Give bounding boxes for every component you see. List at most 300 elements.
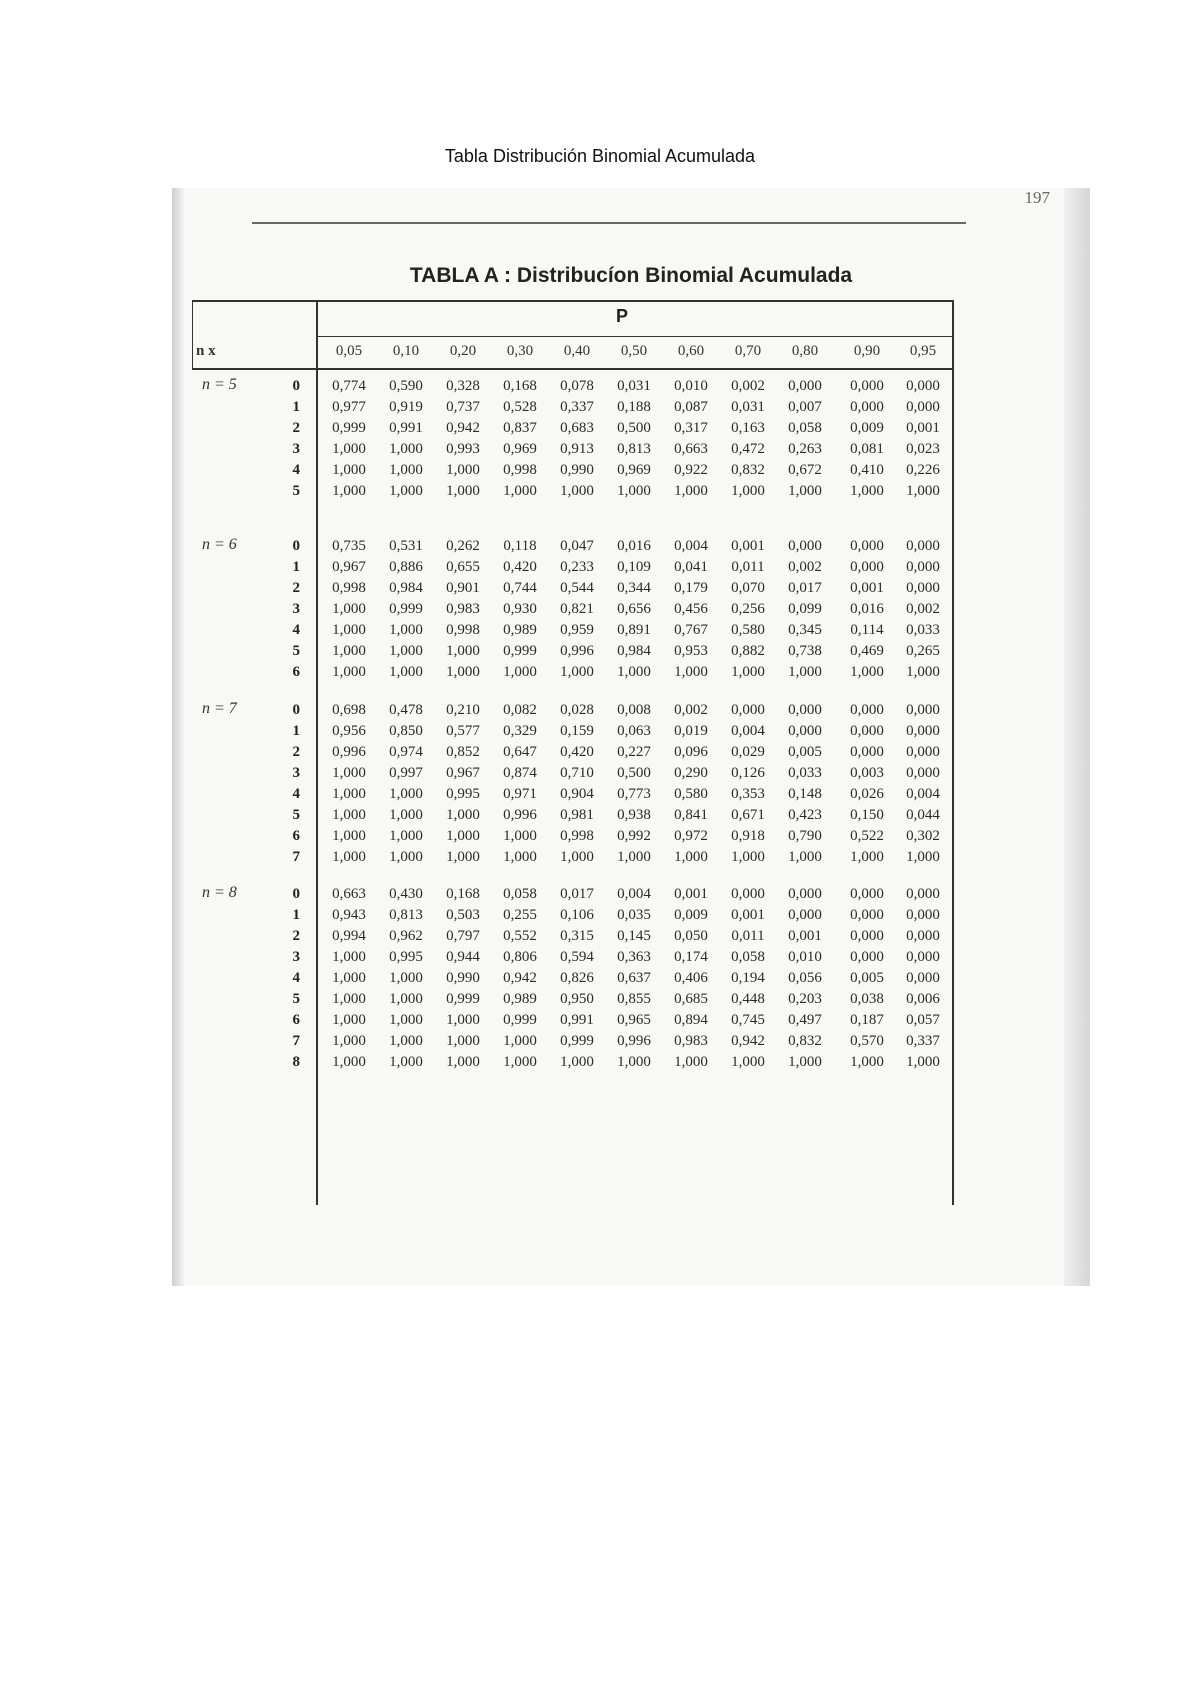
table-row bbox=[172, 1052, 1090, 1073]
probability-cell: 0,019 bbox=[674, 723, 708, 739]
probability-cell: 0,663 bbox=[674, 441, 708, 457]
probability-cell: 0,672 bbox=[788, 462, 822, 478]
probability-cell: 0,478 bbox=[389, 702, 423, 718]
table-group bbox=[172, 884, 1090, 1073]
probability-cell: 0,999 bbox=[503, 643, 537, 659]
probability-cell: 0,000 bbox=[850, 378, 884, 394]
probability-cell: 0,995 bbox=[389, 949, 423, 965]
probability-cell: 0,821 bbox=[560, 601, 594, 617]
probability-cell: 1,000 bbox=[446, 807, 480, 823]
probability-cell: 0,984 bbox=[617, 643, 651, 659]
x-value: 2 bbox=[292, 744, 300, 760]
probability-cell: 0,891 bbox=[617, 622, 651, 638]
x-value: 3 bbox=[292, 601, 300, 617]
x-value: 5 bbox=[292, 483, 300, 499]
probability-cell: 0,255 bbox=[503, 907, 537, 923]
probability-cell: 0,087 bbox=[674, 399, 708, 415]
table-row bbox=[172, 968, 1090, 989]
probability-cell: 0,041 bbox=[674, 559, 708, 575]
probability-cell: 0,000 bbox=[906, 723, 940, 739]
probability-cell: 0,003 bbox=[850, 765, 884, 781]
x-value: 2 bbox=[292, 420, 300, 436]
x-value: 6 bbox=[292, 1012, 300, 1028]
probability-cell: 1,000 bbox=[850, 664, 884, 680]
probability-cell: 1,000 bbox=[446, 828, 480, 844]
probability-cell: 0,033 bbox=[906, 622, 940, 638]
x-value: 1 bbox=[292, 907, 300, 923]
probability-cell: 1,000 bbox=[560, 849, 594, 865]
x-value: 1 bbox=[292, 559, 300, 575]
probability-cell: 0,570 bbox=[850, 1033, 884, 1049]
probability-cell: 0,974 bbox=[389, 744, 423, 760]
document-header: Tabla Distribución Binomial Acumulada bbox=[444, 146, 756, 166]
group-label: n = 5 bbox=[202, 376, 237, 393]
probability-cell: 0,737 bbox=[446, 399, 480, 415]
probability-cell: 1,000 bbox=[617, 664, 651, 680]
probability-cell: 1,000 bbox=[560, 483, 594, 499]
probability-cell: 0,210 bbox=[446, 702, 480, 718]
probability-cell: 0,841 bbox=[674, 807, 708, 823]
probability-cell: 0,265 bbox=[906, 643, 940, 659]
probability-cell: 0,999 bbox=[389, 601, 423, 617]
probability-cell: 0,004 bbox=[906, 786, 940, 802]
probability-cell: 0,500 bbox=[617, 420, 651, 436]
probability-cell: 1,000 bbox=[446, 462, 480, 478]
probability-cell: 1,000 bbox=[906, 483, 940, 499]
probability-cell: 0,000 bbox=[850, 538, 884, 554]
table-row bbox=[172, 599, 1090, 620]
probability-cell: 0,663 bbox=[332, 886, 366, 902]
probability-cell: 1,000 bbox=[389, 786, 423, 802]
n-x-label: n x bbox=[196, 343, 216, 359]
probability-cell: 0,972 bbox=[674, 828, 708, 844]
probability-cell: 0,998 bbox=[560, 828, 594, 844]
probability-cell: 1,000 bbox=[332, 765, 366, 781]
probability-cell: 0,671 bbox=[731, 807, 765, 823]
probability-cell: 0,328 bbox=[446, 378, 480, 394]
probability-cell: 0,010 bbox=[674, 378, 708, 394]
probability-cell: 0,999 bbox=[503, 1012, 537, 1028]
probability-cell: 1,000 bbox=[560, 664, 594, 680]
probability-cell: 0,552 bbox=[503, 928, 537, 944]
probability-cell: 0,000 bbox=[906, 970, 940, 986]
probability-cell: 0,315 bbox=[560, 928, 594, 944]
group-label: n = 6 bbox=[202, 536, 237, 553]
probability-cell: 0,999 bbox=[332, 420, 366, 436]
probability-cell: 0,685 bbox=[674, 991, 708, 1007]
probability-cell: 1,000 bbox=[850, 483, 884, 499]
probability-cell: 0,832 bbox=[731, 462, 765, 478]
probability-cell: 1,000 bbox=[332, 786, 366, 802]
probability-cell: 0,168 bbox=[503, 378, 537, 394]
probability-cell: 0,000 bbox=[788, 907, 822, 923]
probability-cell: 0,000 bbox=[906, 765, 940, 781]
x-value: 4 bbox=[292, 970, 300, 986]
probability-cell: 0,004 bbox=[674, 538, 708, 554]
probability-cell: 0,996 bbox=[503, 807, 537, 823]
probability-cell: 1,000 bbox=[674, 664, 708, 680]
probability-cell: 0,005 bbox=[850, 970, 884, 986]
probability-cell: 1,000 bbox=[788, 483, 822, 499]
probability-cell: 1,000 bbox=[389, 1054, 423, 1070]
x-value: 5 bbox=[292, 643, 300, 659]
probability-cell: 0,990 bbox=[560, 462, 594, 478]
probability-cell: 0,058 bbox=[503, 886, 537, 902]
probability-cell: 0,832 bbox=[788, 1033, 822, 1049]
probability-cell: 1,000 bbox=[446, 664, 480, 680]
probability-cell: 0,423 bbox=[788, 807, 822, 823]
probability-cell: 1,000 bbox=[731, 483, 765, 499]
probability-cell: 1,000 bbox=[617, 483, 651, 499]
probability-cell: 0,942 bbox=[503, 970, 537, 986]
probability-cell: 0,174 bbox=[674, 949, 708, 965]
probability-cell: 0,188 bbox=[617, 399, 651, 415]
table-row bbox=[172, 578, 1090, 599]
probability-cell: 0,002 bbox=[731, 378, 765, 394]
probability-cell: 0,000 bbox=[850, 886, 884, 902]
probability-cell: 0,000 bbox=[850, 399, 884, 415]
p-value-header: 0,20 bbox=[449, 343, 477, 359]
table-row bbox=[172, 376, 1090, 397]
probability-cell: 0,943 bbox=[332, 907, 366, 923]
probability-cell: 1,000 bbox=[389, 1033, 423, 1049]
x-value: 1 bbox=[292, 399, 300, 415]
probability-cell: 0,000 bbox=[906, 702, 940, 718]
probability-cell: 0,826 bbox=[560, 970, 594, 986]
probability-cell: 0,950 bbox=[560, 991, 594, 1007]
probability-cell: 0,580 bbox=[731, 622, 765, 638]
probability-cell: 0,344 bbox=[617, 580, 651, 596]
probability-cell: 0,738 bbox=[788, 643, 822, 659]
probability-cell: 0,009 bbox=[674, 907, 708, 923]
probability-cell: 0,000 bbox=[906, 928, 940, 944]
probability-cell: 1,000 bbox=[788, 664, 822, 680]
probability-cell: 0,991 bbox=[560, 1012, 594, 1028]
table-left-border bbox=[192, 300, 193, 370]
probability-cell: 0,522 bbox=[850, 828, 884, 844]
x-value: 0 bbox=[292, 886, 300, 902]
x-value: 4 bbox=[292, 462, 300, 478]
probability-cell: 0,000 bbox=[788, 378, 822, 394]
x-value: 3 bbox=[292, 441, 300, 457]
probability-cell: 0,031 bbox=[731, 399, 765, 415]
probability-cell: 0,969 bbox=[617, 462, 651, 478]
probability-cell: 0,647 bbox=[503, 744, 537, 760]
probability-cell: 1,000 bbox=[332, 991, 366, 1007]
probability-cell: 1,000 bbox=[389, 970, 423, 986]
probability-cell: 0,837 bbox=[503, 420, 537, 436]
probability-cell: 1,000 bbox=[389, 991, 423, 1007]
probability-cell: 0,797 bbox=[446, 928, 480, 944]
probability-cell: 0,420 bbox=[503, 559, 537, 575]
x-value: 7 bbox=[292, 1033, 300, 1049]
probability-cell: 0,256 bbox=[731, 601, 765, 617]
probability-cell: 0,655 bbox=[446, 559, 480, 575]
probability-cell: 0,918 bbox=[731, 828, 765, 844]
table-row bbox=[172, 481, 1090, 502]
probability-cell: 0,886 bbox=[389, 559, 423, 575]
probability-cell: 0,956 bbox=[332, 723, 366, 739]
probability-cell: 1,000 bbox=[446, 1033, 480, 1049]
probability-cell: 0,989 bbox=[503, 622, 537, 638]
x-value: 8 bbox=[292, 1054, 300, 1070]
table-row bbox=[172, 847, 1090, 868]
probability-cell: 0,745 bbox=[731, 1012, 765, 1028]
probability-cell: 0,710 bbox=[560, 765, 594, 781]
probability-cell: 1,000 bbox=[731, 849, 765, 865]
table-title: TABLA A : Distribucíon Binomial Acumulada bbox=[409, 264, 853, 287]
probability-cell: 0,317 bbox=[674, 420, 708, 436]
table-row bbox=[172, 439, 1090, 460]
probability-cell: 1,000 bbox=[503, 1054, 537, 1070]
probability-cell: 0,430 bbox=[389, 886, 423, 902]
probability-cell: 1,000 bbox=[446, 1012, 480, 1028]
x-value: 5 bbox=[292, 807, 300, 823]
probability-cell: 0,967 bbox=[446, 765, 480, 781]
probability-cell: 1,000 bbox=[731, 664, 765, 680]
probability-cell: 1,000 bbox=[332, 483, 366, 499]
probability-cell: 0,953 bbox=[674, 643, 708, 659]
probability-cell: 1,000 bbox=[332, 462, 366, 478]
probability-cell: 0,290 bbox=[674, 765, 708, 781]
probability-cell: 0,082 bbox=[503, 702, 537, 718]
p-header-divider bbox=[316, 336, 952, 337]
probability-cell: 0,913 bbox=[560, 441, 594, 457]
probability-cell: 0,005 bbox=[788, 744, 822, 760]
table-row bbox=[172, 700, 1090, 721]
probability-cell: 0,410 bbox=[850, 462, 884, 478]
header-bottom-border bbox=[192, 368, 952, 370]
table-row bbox=[172, 641, 1090, 662]
probability-cell: 0,148 bbox=[788, 786, 822, 802]
probability-cell: 1,000 bbox=[332, 970, 366, 986]
probability-cell: 0,981 bbox=[560, 807, 594, 823]
probability-cell: 0,744 bbox=[503, 580, 537, 596]
table-row bbox=[172, 397, 1090, 418]
probability-cell: 0,938 bbox=[617, 807, 651, 823]
probability-cell: 0,922 bbox=[674, 462, 708, 478]
probability-cell: 0,000 bbox=[850, 907, 884, 923]
probability-cell: 0,058 bbox=[788, 420, 822, 436]
probability-cell: 0,050 bbox=[674, 928, 708, 944]
table-top-border bbox=[192, 300, 952, 302]
probability-cell: 1,000 bbox=[906, 849, 940, 865]
probability-cell: 0,004 bbox=[731, 723, 765, 739]
probability-cell: 1,000 bbox=[560, 1054, 594, 1070]
probability-cell: 0,544 bbox=[560, 580, 594, 596]
probability-cell: 0,114 bbox=[850, 622, 884, 638]
p-column-label: P bbox=[615, 306, 628, 326]
x-value: 0 bbox=[292, 538, 300, 554]
table-group bbox=[172, 700, 1090, 868]
probability-cell: 1,000 bbox=[332, 828, 366, 844]
probability-cell: 0,000 bbox=[788, 702, 822, 718]
probability-cell: 0,004 bbox=[617, 886, 651, 902]
probability-cell: 1,000 bbox=[332, 1012, 366, 1028]
probability-cell: 0,000 bbox=[906, 538, 940, 554]
x-value: 6 bbox=[292, 828, 300, 844]
probability-cell: 1,000 bbox=[389, 622, 423, 638]
table-row bbox=[172, 460, 1090, 481]
probability-cell: 0,874 bbox=[503, 765, 537, 781]
probability-cell: 0,007 bbox=[788, 399, 822, 415]
probability-cell: 0,009 bbox=[850, 420, 884, 436]
table-row bbox=[172, 536, 1090, 557]
table-row bbox=[172, 721, 1090, 742]
probability-cell: 1,000 bbox=[503, 664, 537, 680]
table-row bbox=[172, 418, 1090, 439]
probability-cell: 1,000 bbox=[332, 849, 366, 865]
probability-cell: 0,942 bbox=[446, 420, 480, 436]
probability-cell: 0,594 bbox=[560, 949, 594, 965]
probability-cell: 0,942 bbox=[731, 1033, 765, 1049]
probability-cell: 1,000 bbox=[332, 807, 366, 823]
table-row bbox=[172, 926, 1090, 947]
probability-cell: 1,000 bbox=[332, 949, 366, 965]
probability-cell: 1,000 bbox=[617, 1054, 651, 1070]
probability-cell: 0,029 bbox=[731, 744, 765, 760]
probability-cell: 0,590 bbox=[389, 378, 423, 394]
probability-cell: 0,683 bbox=[560, 420, 594, 436]
probability-cell: 0,001 bbox=[731, 907, 765, 923]
probability-cell: 0,448 bbox=[731, 991, 765, 1007]
probability-cell: 0,500 bbox=[617, 765, 651, 781]
probability-cell: 1,000 bbox=[503, 849, 537, 865]
probability-cell: 0,000 bbox=[731, 886, 765, 902]
probability-cell: 0,000 bbox=[850, 928, 884, 944]
probability-cell: 0,126 bbox=[731, 765, 765, 781]
x-value: 6 bbox=[292, 664, 300, 680]
probability-cell: 0,010 bbox=[788, 949, 822, 965]
probability-cell: 0,420 bbox=[560, 744, 594, 760]
table-row bbox=[172, 557, 1090, 578]
probability-cell: 0,163 bbox=[731, 420, 765, 436]
probability-cell: 0,472 bbox=[731, 441, 765, 457]
probability-cell: 0,179 bbox=[674, 580, 708, 596]
probability-cell: 0,000 bbox=[788, 723, 822, 739]
probability-cell: 0,998 bbox=[503, 462, 537, 478]
probability-cell: 0,063 bbox=[617, 723, 651, 739]
probability-cell: 0,000 bbox=[788, 886, 822, 902]
probability-cell: 1,000 bbox=[389, 849, 423, 865]
probability-cell: 0,971 bbox=[503, 786, 537, 802]
p-value-header: 0,95 bbox=[909, 343, 937, 359]
probability-cell: 1,000 bbox=[446, 643, 480, 659]
probability-cell: 0,150 bbox=[850, 807, 884, 823]
probability-cell: 0,962 bbox=[389, 928, 423, 944]
probability-cell: 0,226 bbox=[906, 462, 940, 478]
probability-cell: 0,159 bbox=[560, 723, 594, 739]
probability-cell: 0,168 bbox=[446, 886, 480, 902]
probability-cell: 0,965 bbox=[617, 1012, 651, 1028]
probability-cell: 0,000 bbox=[850, 723, 884, 739]
probability-cell: 0,187 bbox=[850, 1012, 884, 1028]
probability-cell: 0,001 bbox=[788, 928, 822, 944]
probability-cell: 0,038 bbox=[850, 991, 884, 1007]
probability-cell: 0,023 bbox=[906, 441, 940, 457]
probability-cell: 0,850 bbox=[389, 723, 423, 739]
probability-cell: 0,017 bbox=[560, 886, 594, 902]
probability-cell: 0,656 bbox=[617, 601, 651, 617]
probability-cell: 0,989 bbox=[503, 991, 537, 1007]
probability-cell: 0,016 bbox=[617, 538, 651, 554]
probability-cell: 1,000 bbox=[446, 849, 480, 865]
probability-cell: 0,233 bbox=[560, 559, 594, 575]
probability-cell: 0,993 bbox=[446, 441, 480, 457]
p-value-header: 0,60 bbox=[677, 343, 705, 359]
p-value-header: 0,50 bbox=[620, 343, 648, 359]
probability-cell: 0,735 bbox=[332, 538, 366, 554]
probability-cell: 0,001 bbox=[674, 886, 708, 902]
table-row bbox=[172, 763, 1090, 784]
probability-cell: 0,773 bbox=[617, 786, 651, 802]
probability-cell: 1,000 bbox=[674, 1054, 708, 1070]
x-value: 7 bbox=[292, 849, 300, 865]
probability-cell: 0,000 bbox=[850, 949, 884, 965]
probability-cell: 0,044 bbox=[906, 807, 940, 823]
table-row bbox=[172, 1031, 1090, 1052]
table-row bbox=[172, 1010, 1090, 1031]
probability-cell: 0,577 bbox=[446, 723, 480, 739]
probability-cell: 0,991 bbox=[389, 420, 423, 436]
probability-cell: 0,894 bbox=[674, 1012, 708, 1028]
probability-cell: 0,056 bbox=[788, 970, 822, 986]
probability-cell: 1,000 bbox=[503, 828, 537, 844]
probability-cell: 0,996 bbox=[332, 744, 366, 760]
probability-cell: 1,000 bbox=[389, 462, 423, 478]
table-row bbox=[172, 826, 1090, 847]
probability-cell: 1,000 bbox=[332, 1033, 366, 1049]
probability-cell: 0,109 bbox=[617, 559, 651, 575]
probability-cell: 0,959 bbox=[560, 622, 594, 638]
probability-cell: 0,852 bbox=[446, 744, 480, 760]
probability-cell: 0,997 bbox=[389, 765, 423, 781]
probability-cell: 1,000 bbox=[389, 664, 423, 680]
p-value-header: 0,10 bbox=[392, 343, 420, 359]
x-value: 5 bbox=[292, 991, 300, 1007]
probability-cell: 0,999 bbox=[560, 1033, 594, 1049]
probability-cell: 0,996 bbox=[560, 643, 594, 659]
probability-cell: 0,969 bbox=[503, 441, 537, 457]
probability-cell: 0,227 bbox=[617, 744, 651, 760]
probability-cell: 1,000 bbox=[332, 664, 366, 680]
probability-cell: 0,002 bbox=[906, 601, 940, 617]
probability-cell: 0,000 bbox=[906, 559, 940, 575]
probability-cell: 0,497 bbox=[788, 1012, 822, 1028]
x-value: 3 bbox=[292, 949, 300, 965]
probability-cell: 0,070 bbox=[731, 580, 765, 596]
table-row bbox=[172, 905, 1090, 926]
probability-cell: 0,406 bbox=[674, 970, 708, 986]
probability-cell: 0,028 bbox=[560, 702, 594, 718]
probability-cell: 0,983 bbox=[674, 1033, 708, 1049]
probability-cell: 0,944 bbox=[446, 949, 480, 965]
probability-cell: 0,006 bbox=[906, 991, 940, 1007]
probability-cell: 0,813 bbox=[389, 907, 423, 923]
table-row bbox=[172, 742, 1090, 763]
probability-cell: 0,000 bbox=[906, 580, 940, 596]
probability-cell: 1,000 bbox=[850, 849, 884, 865]
table-row bbox=[172, 884, 1090, 905]
probability-cell: 0,998 bbox=[446, 622, 480, 638]
probability-cell: 0,031 bbox=[617, 378, 651, 394]
x-value: 1 bbox=[292, 723, 300, 739]
x-value: 4 bbox=[292, 622, 300, 638]
probability-cell: 0,057 bbox=[906, 1012, 940, 1028]
probability-cell: 0,531 bbox=[389, 538, 423, 554]
probability-cell: 0,106 bbox=[560, 907, 594, 923]
probability-cell: 0,967 bbox=[332, 559, 366, 575]
